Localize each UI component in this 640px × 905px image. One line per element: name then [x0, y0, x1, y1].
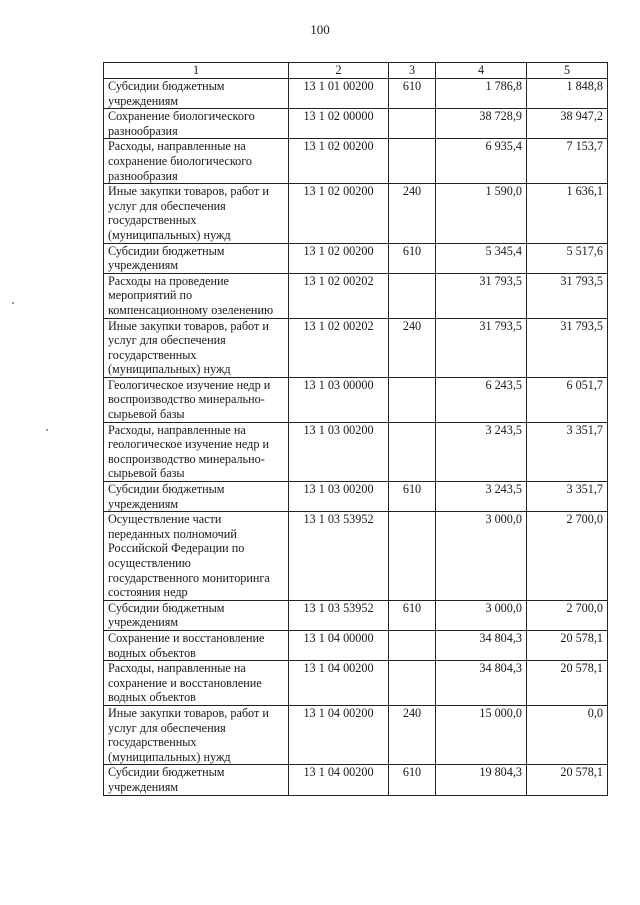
target-code-cell: 13 1 01 00200 — [289, 79, 389, 109]
item-name-cell: Сохранение и восстановление водных объектов — [104, 630, 289, 660]
amount-col5-cell: 20 578,1 — [527, 630, 608, 660]
column-header: 5 — [527, 63, 608, 79]
table-row — [104, 661, 608, 706]
target-code-cell: 13 1 02 00200 — [289, 139, 389, 184]
amount-col4-cell: 3 000,0 — [436, 600, 527, 630]
amount-col5-cell: 31 793,5 — [527, 318, 608, 377]
table-row — [104, 318, 608, 377]
amount-col5-cell: 20 578,1 — [527, 661, 608, 706]
amount-col4-cell: 5 345,4 — [436, 243, 527, 273]
amount-col5-cell: 0,0 — [527, 705, 608, 764]
expense-type-cell — [389, 512, 436, 601]
expense-type-cell — [389, 377, 436, 422]
expense-type-cell — [389, 273, 436, 318]
item-name-cell: Осуществление части переданных полномочий Российской Федерации по осуществлению государственного мониторинга состояния недр — [104, 512, 289, 601]
table-row — [104, 109, 608, 139]
expense-type-cell: 610 — [389, 600, 436, 630]
table-row — [104, 273, 608, 318]
amount-col5-cell: 38 947,2 — [527, 109, 608, 139]
item-name-cell: Иные закупки товаров, работ и услуг для обеспечения государственных (муниципальных) нужд — [104, 318, 289, 377]
column-header: 1 — [104, 63, 289, 79]
item-name-cell: Расходы, направленные на сохранение и восстановление водных объектов — [104, 661, 289, 706]
amount-col4-cell: 15 000,0 — [436, 705, 527, 764]
table-row — [104, 600, 608, 630]
expense-type-cell — [389, 139, 436, 184]
item-name-cell: Расходы, направленные на сохранение биологического разнообразия — [104, 139, 289, 184]
amount-col5-cell: 1 636,1 — [527, 184, 608, 243]
target-code-cell: 13 1 04 00000 — [289, 630, 389, 660]
page-number: 100 — [310, 22, 330, 37]
table-row — [104, 512, 608, 601]
target-code-cell: 13 1 02 00000 — [289, 109, 389, 139]
item-name-cell: Расходы на проведение мероприятий по компенсационному озеленению — [104, 273, 289, 318]
table-row — [104, 184, 608, 243]
target-code-cell: 13 1 04 00200 — [289, 661, 389, 706]
amount-col5-cell: 5 517,6 — [527, 243, 608, 273]
amount-col5-cell: 6 051,7 — [527, 377, 608, 422]
item-name-cell: Субсидии бюджетным учреждениям — [104, 600, 289, 630]
column-header: 2 — [289, 63, 389, 79]
amount-col4-cell: 3 000,0 — [436, 512, 527, 601]
expense-type-cell: 240 — [389, 705, 436, 764]
amount-col4-cell: 31 793,5 — [436, 273, 527, 318]
table-row — [104, 630, 608, 660]
column-header: 4 — [436, 63, 527, 79]
amount-col4-cell: 34 804,3 — [436, 630, 527, 660]
amount-col4-cell: 6 935,4 — [436, 139, 527, 184]
target-code-cell: 13 1 02 00200 — [289, 243, 389, 273]
expense-type-cell: 610 — [389, 243, 436, 273]
table-row — [104, 422, 608, 481]
item-name-cell: Геологическое изучение недр и воспроизводство минерально-сырьевой базы — [104, 377, 289, 422]
expense-type-cell: 610 — [389, 482, 436, 512]
expense-type-cell — [389, 661, 436, 706]
target-code-cell: 13 1 03 53952 — [289, 600, 389, 630]
table-row — [104, 377, 608, 422]
expense-type-cell: 610 — [389, 79, 436, 109]
amount-col4-cell: 34 804,3 — [436, 661, 527, 706]
target-code-cell: 13 1 02 00200 — [289, 184, 389, 243]
amount-col5-cell: 3 351,7 — [527, 422, 608, 481]
header-row — [104, 63, 608, 79]
amount-col5-cell: 2 700,0 — [527, 600, 608, 630]
column-header: 3 — [389, 63, 436, 79]
amount-col4-cell: 1 590,0 — [436, 184, 527, 243]
expense-type-cell: 240 — [389, 184, 436, 243]
scan-speck — [46, 429, 48, 431]
expense-type-cell — [389, 422, 436, 481]
item-name-cell: Субсидии бюджетным учреждениям — [104, 482, 289, 512]
target-code-cell: 13 1 03 00200 — [289, 422, 389, 481]
item-name-cell: Иные закупки товаров, работ и услуг для обеспечения государственных (муниципальных) нужд — [104, 184, 289, 243]
amount-col4-cell: 3 243,5 — [436, 482, 527, 512]
amount-col4-cell: 19 804,3 — [436, 765, 527, 795]
table-row — [104, 79, 608, 109]
scan-speck — [12, 302, 14, 304]
amount-col5-cell: 20 578,1 — [527, 765, 608, 795]
target-code-cell: 13 1 02 00202 — [289, 273, 389, 318]
amount-col5-cell: 7 153,7 — [527, 139, 608, 184]
amount-col5-cell: 1 848,8 — [527, 79, 608, 109]
budget-table — [103, 62, 608, 796]
table-row — [104, 243, 608, 273]
item-name-cell: Расходы, направленные на геологическое изучение недр и воспроизводство минерально-сырьевой базы — [104, 422, 289, 481]
item-name-cell: Субсидии бюджетным учреждениям — [104, 243, 289, 273]
expense-type-cell: 240 — [389, 318, 436, 377]
amount-col4-cell: 38 728,9 — [436, 109, 527, 139]
table-row — [104, 139, 608, 184]
amount-col5-cell: 31 793,5 — [527, 273, 608, 318]
amount-col4-cell: 1 786,8 — [436, 79, 527, 109]
amount-col4-cell: 6 243,5 — [436, 377, 527, 422]
table-body — [104, 63, 608, 796]
target-code-cell: 13 1 03 00000 — [289, 377, 389, 422]
amount-col4-cell: 31 793,5 — [436, 318, 527, 377]
table-row — [104, 705, 608, 764]
item-name-cell: Субсидии бюджетным учреждениям — [104, 79, 289, 109]
table-row — [104, 482, 608, 512]
expense-type-cell: 610 — [389, 765, 436, 795]
amount-col5-cell: 3 351,7 — [527, 482, 608, 512]
amount-col5-cell: 2 700,0 — [527, 512, 608, 601]
amount-col4-cell: 3 243,5 — [436, 422, 527, 481]
item-name-cell: Субсидии бюджетным учреждениям — [104, 765, 289, 795]
target-code-cell: 13 1 03 53952 — [289, 512, 389, 601]
item-name-cell: Иные закупки товаров, работ и услуг для обеспечения государственных (муниципальных) нужд — [104, 705, 289, 764]
target-code-cell: 13 1 04 00200 — [289, 705, 389, 764]
expense-type-cell — [389, 109, 436, 139]
item-name-cell: Сохранение биологического разнообразия — [104, 109, 289, 139]
table-row — [104, 765, 608, 795]
expense-type-cell — [389, 630, 436, 660]
target-code-cell: 13 1 04 00200 — [289, 765, 389, 795]
target-code-cell: 13 1 03 00200 — [289, 482, 389, 512]
target-code-cell: 13 1 02 00202 — [289, 318, 389, 377]
